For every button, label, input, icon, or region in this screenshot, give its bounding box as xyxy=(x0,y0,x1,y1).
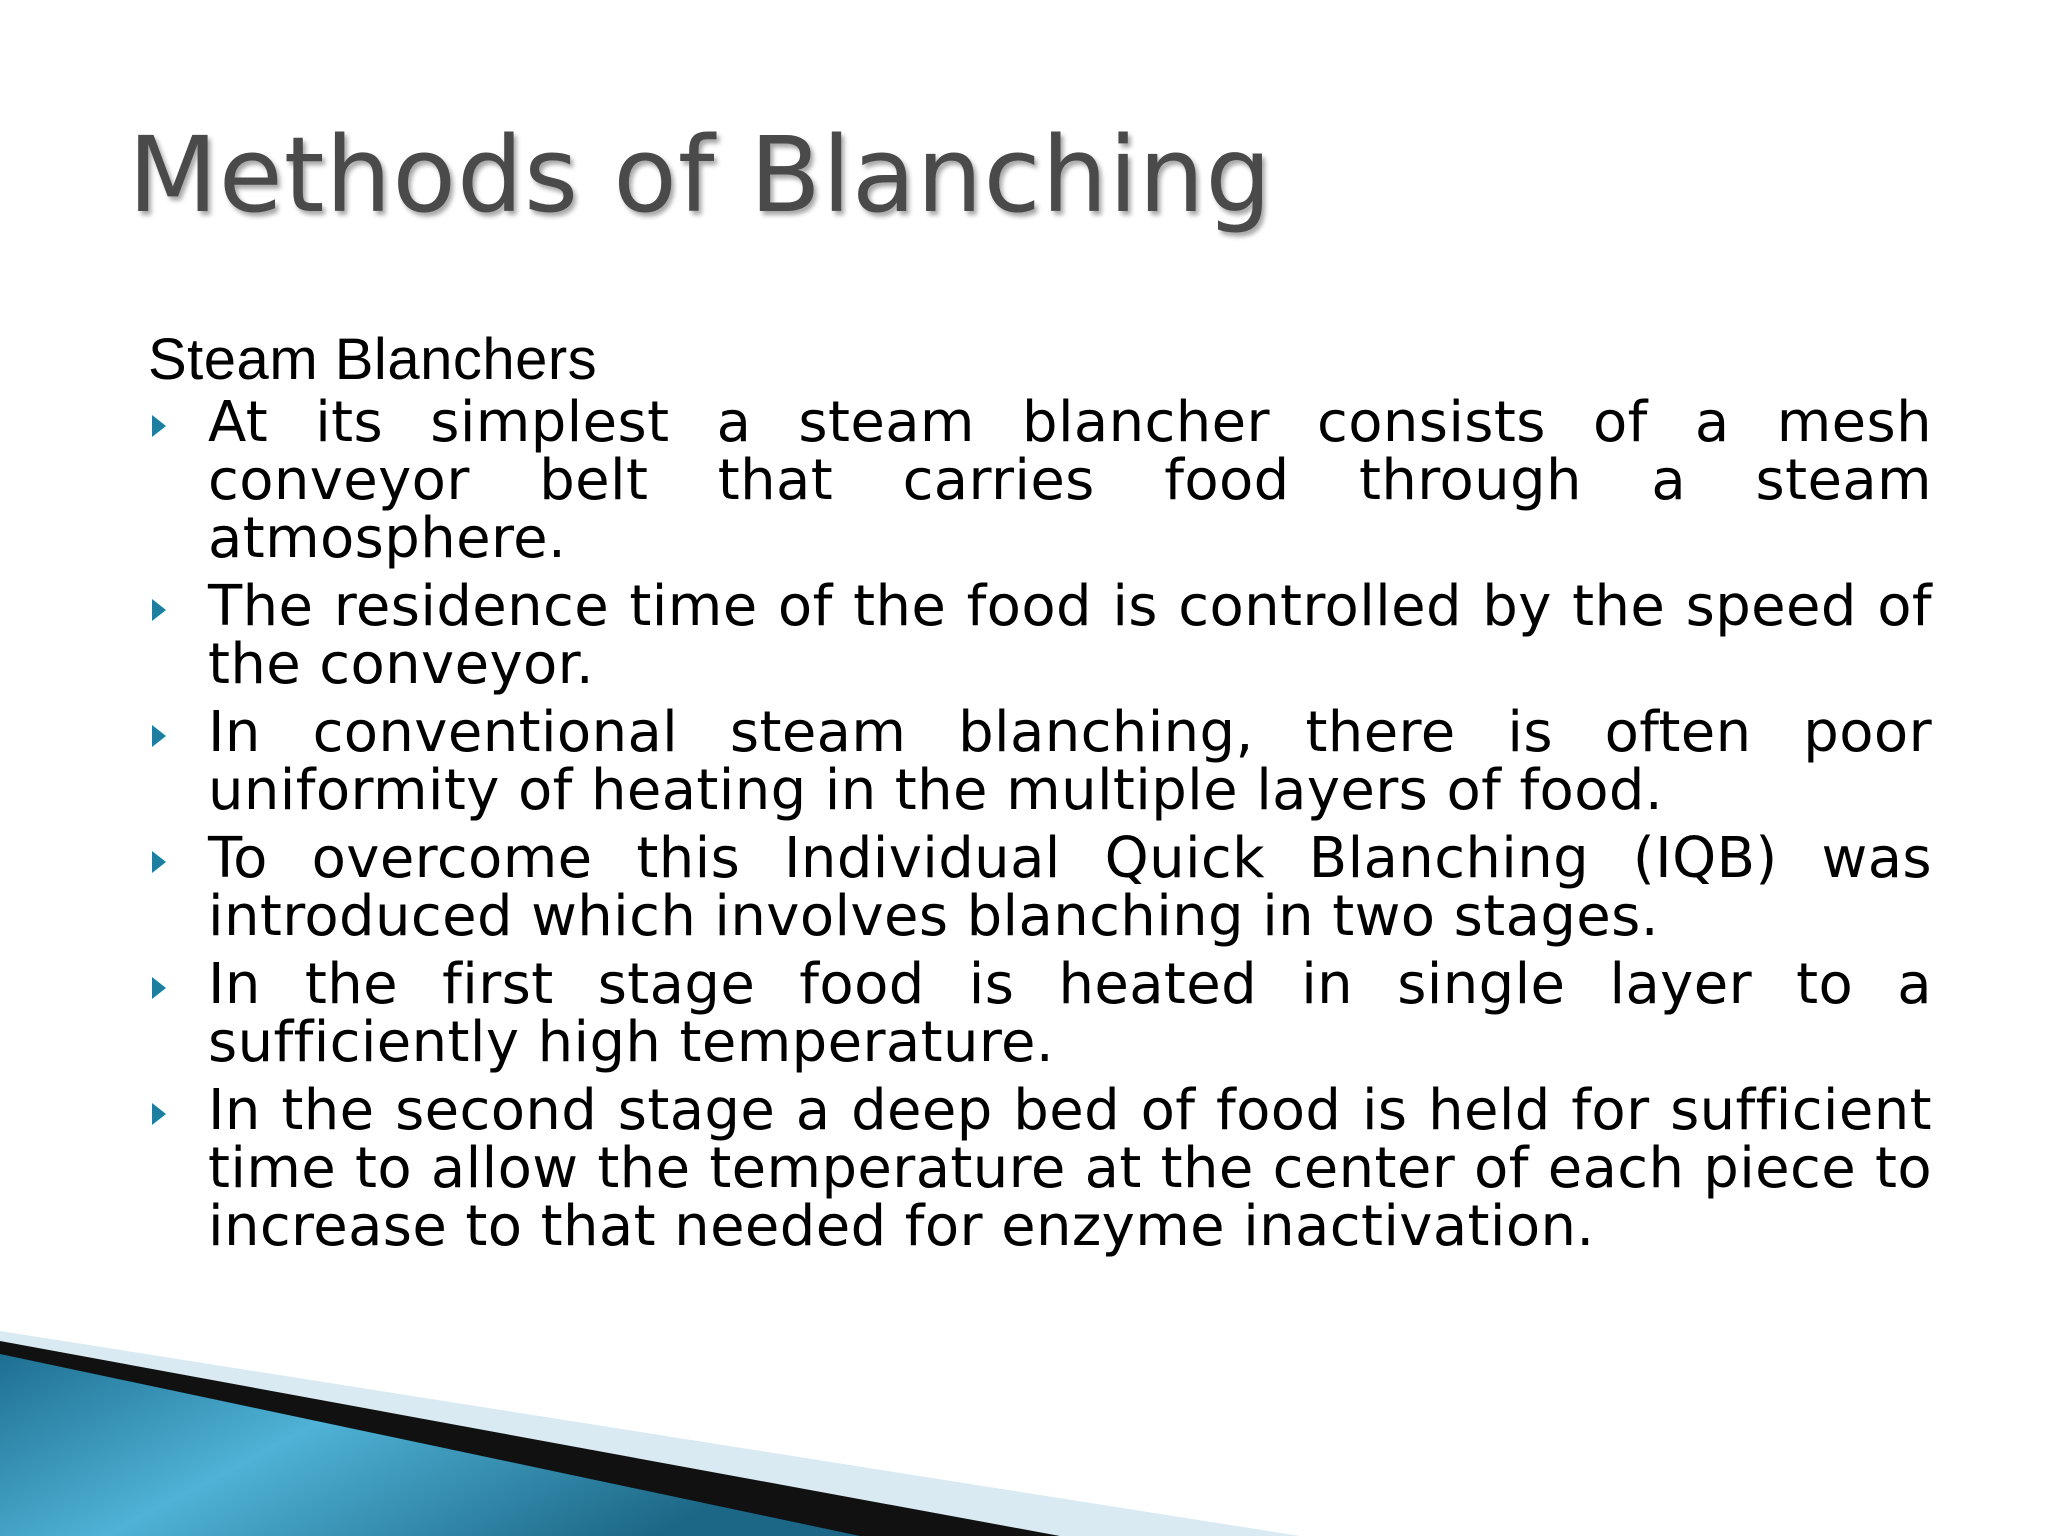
bullet-item xyxy=(148,700,1932,823)
bullet-text: In the second stage a deep bed of food is held for sufficient time to allow the temperature at the center of each piece to increase to that needed for enzyme inactivation. xyxy=(208,1078,1932,1259)
triangle-right-icon xyxy=(152,977,166,999)
triangle-right-icon xyxy=(152,851,166,873)
bullet-text: To overcome this Individual Quick Blanching (IQB) was introduced which involves blanching in two stages. xyxy=(208,826,1932,949)
bullet-text: At its simplest a steam blancher consists of a mesh conveyor belt that carries food through a steam atmosphere. xyxy=(208,390,1932,571)
slide-title: Methods of Blanching xyxy=(128,114,1273,236)
bullet-text: The residence time of the food is controlled by the speed of the conveyor. xyxy=(208,574,1932,697)
bullet-list xyxy=(148,390,1932,1259)
bullet-item xyxy=(148,826,1932,949)
bullet-text: In conventional steam blanching, there is often poor uniformity of heating in the multiple layers of food. xyxy=(208,700,1932,823)
bullet-text: In the first stage food is heated in single layer to a sufficiently high temperature. xyxy=(208,952,1932,1075)
bullet-item xyxy=(148,952,1932,1075)
triangle-right-icon xyxy=(152,725,166,747)
triangle-right-icon xyxy=(152,1103,166,1125)
bullet-item xyxy=(148,390,1932,571)
section-subheading: Steam Blanchers xyxy=(148,327,598,392)
bullet-item xyxy=(148,1078,1932,1259)
bullet-item xyxy=(148,574,1932,697)
triangle-right-icon xyxy=(152,415,166,437)
triangle-right-icon xyxy=(152,599,166,621)
corner-decoration xyxy=(0,1276,1300,1536)
slide-content xyxy=(148,328,1932,1266)
